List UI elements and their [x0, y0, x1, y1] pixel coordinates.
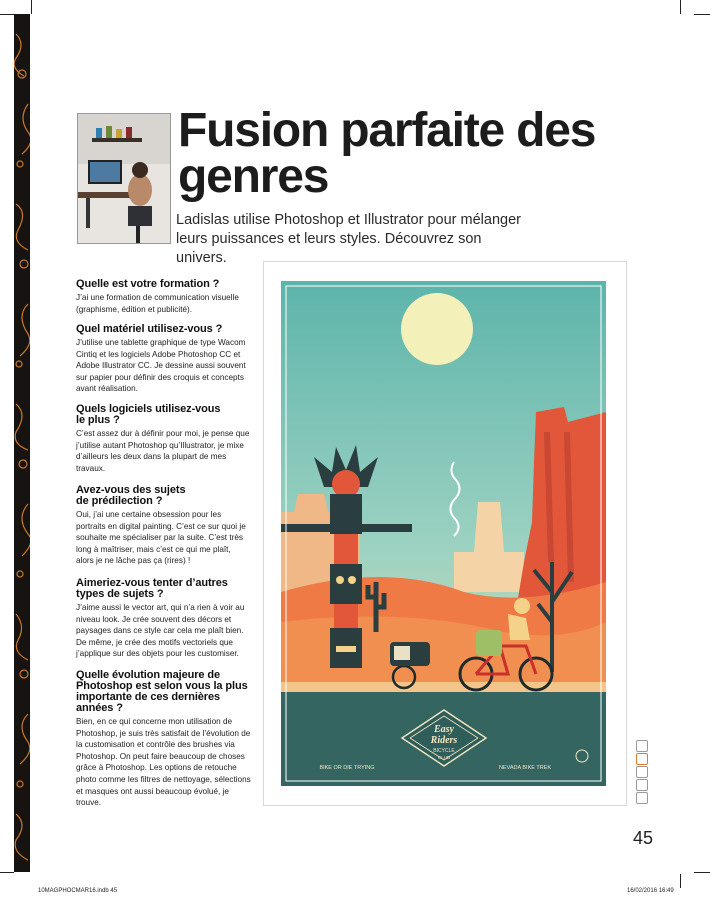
crop-mark [31, 0, 32, 14]
answer: J’aime aussi le vector art, qui n’a rien à voir au niveau look. Je crée souvent des décors et paysages dans ce style car cela me plaît bien. De même, je crée des motifs vectoriels que j’applique sur des objets pour les customiser. [76, 603, 245, 659]
page-number: 45 [633, 828, 654, 848]
answer: Bien, en ce qui concerne mon utilisation de Photoshop, je suis très satisfait de l’évolution de la customisation et contrôle des brushes via Photoshop. On peut faire beaucoup de choses grâce à Photoshop. Les options de retouche photo comme les filtres de nettoyage, sélections et masques ont aussi beaucoup évolué, je trouve. [76, 717, 251, 808]
poster-footer-left: BIKE OR DIE TRYING [319, 765, 375, 771]
poster-illustration [264, 262, 626, 805]
badge-line3: BICYCLE [433, 748, 455, 754]
question: Quels logiciels utilisez-vous le plus ? [76, 403, 221, 426]
badge-line1: Easy [434, 724, 454, 735]
decorative-strip [14, 14, 30, 872]
question: Quelle est votre formation ? [76, 278, 220, 290]
crop-mark [680, 0, 681, 14]
poster-frame [263, 261, 627, 806]
qa-item [76, 404, 251, 474]
section-tab [636, 766, 648, 778]
section-tab [636, 779, 648, 791]
poster-footer-right: NEVADA BIKE TREK [498, 765, 552, 771]
question: Aimeriez-vous tenter d’autres types de sujets ? [76, 577, 228, 600]
question: Avez-vous des sujets de prédilection ? [76, 484, 186, 507]
qa-item [76, 324, 251, 395]
question: Quel matériel utilisez-vous ? [76, 323, 223, 335]
section-tab [636, 792, 648, 804]
qa-item [76, 578, 251, 660]
question: Quelle évolution majeure de Photoshop est selon vous la plus importante de ces dernières années ? [76, 669, 248, 714]
qa-item [76, 485, 251, 567]
crop-mark [680, 874, 681, 888]
section-tab-active [636, 753, 648, 765]
section-tab [636, 740, 648, 752]
article-title: Fusion parfaite des genres [178, 104, 596, 203]
crop-mark [694, 872, 710, 873]
answer: C’est assez dur à définir pour moi, je pense que j’utilise autant Photoshop qu’Illustrator, je mixe d’ailleurs les deux dans la plupart de mes travaux. [76, 429, 250, 473]
print-slug-left: 10MAGPHOCMAR16.indb 45 [38, 888, 118, 894]
qa-item [76, 670, 251, 809]
answer: J’ai une formation de communication visuelle (graphisme, édition et publicité). [76, 293, 239, 314]
article-intro: Ladislas utilise Photoshop et Illustrator pour mélanger leurs puissances et leurs styles. Découvrez son univers. [176, 212, 521, 266]
answer: Oui, j’ai une certaine obsession pour les portraits en digital painting. C’est ce sur quoi je souhaite me spécialiser par la suite. C’est très long à maîtriser, mais c’est ce qui me plaît, alors je ne lâche pas ça (rires) ! [76, 510, 246, 566]
badge-line4: CLUB [437, 755, 451, 760]
crop-mark [0, 872, 14, 873]
answer: J’utilise une tablette graphique de type Wacom Cintiq et les logiciels Adobe Photoshop CC et Adobe Illustrator CC. Je dessine aussi souvent sur papier pour définir des croquis et concepts avant réalisation. [76, 338, 246, 394]
print-slug-right: 16/02/2016 16:49 [627, 888, 674, 894]
crop-mark [694, 14, 710, 15]
artist-photo [77, 113, 171, 244]
qa-item [76, 279, 251, 315]
badge-line2: Riders [430, 735, 458, 746]
